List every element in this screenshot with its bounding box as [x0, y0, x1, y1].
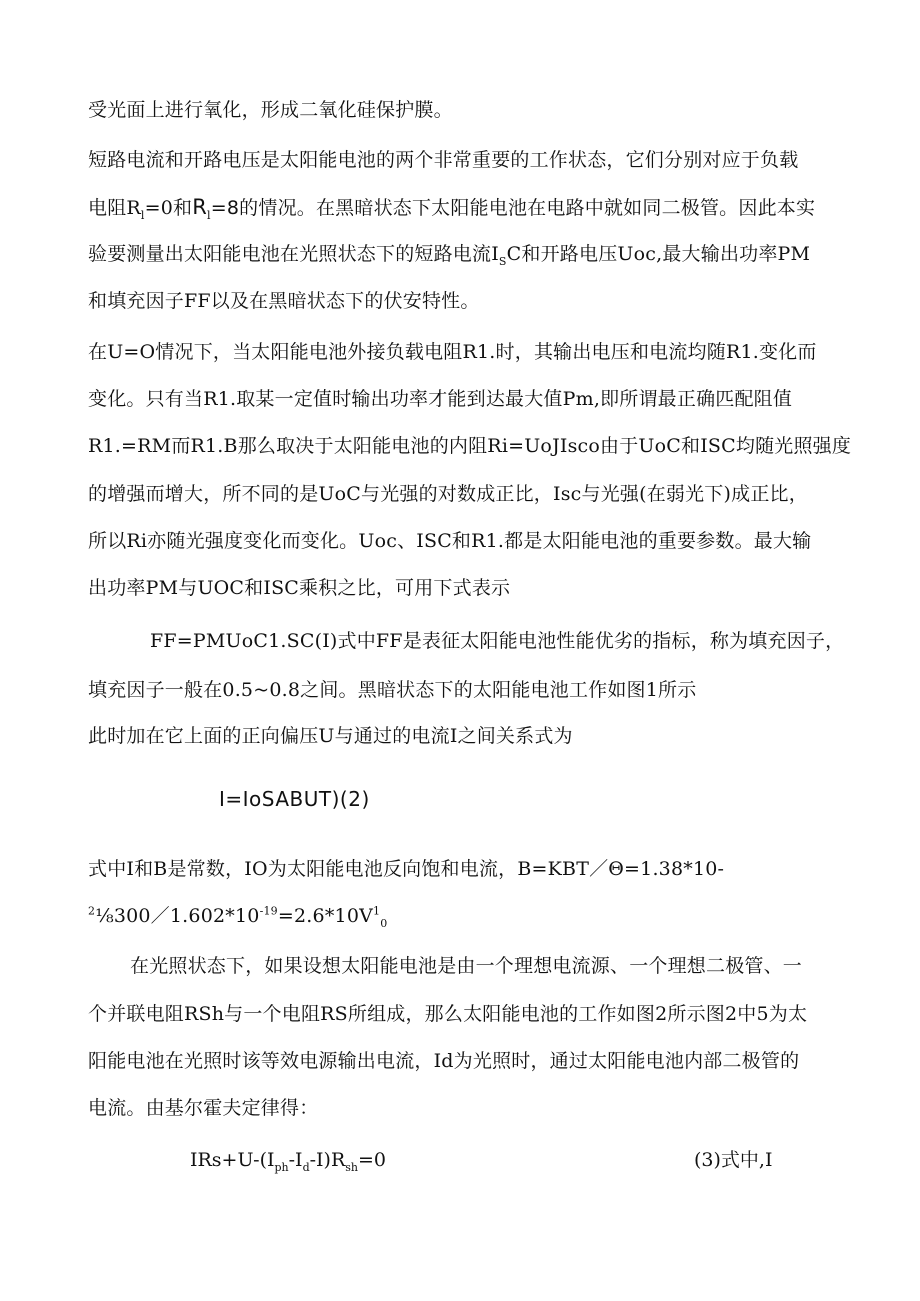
- text-line-3: [88, 193, 815, 222]
- text-span: -I: [288, 1149, 303, 1171]
- text-line-17: 在光照状态下，如果设想太阳能电池是由一个理想电流源、一个理想二极管、一: [130, 955, 803, 977]
- subscript: S: [498, 254, 507, 268]
- text-line-14: 此时加在它上面的正向偏压U与通过的电流I之间关系式为: [88, 725, 573, 747]
- text-line-19: 阳能电池在光照时该等效电源输出电流，Id为光照时，通过太阳能电池内部二极管的: [88, 1050, 800, 1072]
- text-span: C和开路电压Uoc,最大输出功率PM: [506, 243, 811, 265]
- text-span: 电阻R: [88, 197, 141, 219]
- text-span: =2.6*10V: [277, 905, 374, 927]
- text-line-1: 受光面上进行氧化，形成二氧化硅保护膜。: [88, 99, 453, 121]
- text-line-7: 变化。只有当R1.取某一定值时输出功率才能到达最大值Pm,即所谓最正确匹配阻值: [88, 388, 793, 410]
- text-span: =0: [358, 1149, 387, 1171]
- text-line-16: [88, 902, 387, 930]
- text-line-18: 个并联电阻RSh与一个电阻RS所组成，那么太阳能电池的工作如图2所示图2中5为太: [88, 1003, 808, 1025]
- text-span: ⅛300／1.602*10: [95, 905, 260, 927]
- subscript: ph: [274, 1160, 289, 1174]
- text-span: =8: [210, 197, 240, 219]
- subscript: l: [207, 208, 211, 222]
- text-line-4: [88, 240, 810, 268]
- superscript: 1: [373, 904, 381, 918]
- formula-2: I=IoSABUT)(2): [219, 787, 370, 811]
- text-line-9: 的增强而增大，所不同的是UoC与光强的对数成正比，Isc与光强(在弱光下)成正比，: [88, 483, 808, 505]
- text-line-5: 和填充因子FF以及在黑暗状态下的伏安特性。: [88, 290, 480, 312]
- text-line-6: 在U=O情况下，当太阳能电池外接负载电阻R1.时，其输出电压和电流均随R1.变化而: [88, 341, 817, 363]
- text-line-15: 式中I和B是常数，IO为太阳能电池反向饱和电流，B=KBT／Θ=1.38*10-: [88, 858, 725, 880]
- text-line-10: 所以Ri亦随光强度变化而变化。Uoc、ISC和R1.都是太阳能电池的重要参数。最大输: [88, 530, 812, 552]
- text-line-12: FF=PMUoC1.SC(I)式中FF是表征太阳能电池性能优劣的指标，称为填充因子，: [150, 630, 845, 652]
- superscript: -19: [259, 904, 278, 918]
- equation-3: [190, 1146, 386, 1174]
- subscript: d: [302, 1160, 310, 1174]
- text-line-13: 填充因子一般在0.5~0.8之间。黑暗状态下的太阳能电池工作如图1所示: [88, 679, 697, 701]
- text-line-2: 短路电流和开路电压是太阳能电池的两个非常重要的工作状态，它们分别对应于负载: [88, 149, 799, 171]
- equation-3-number: (3)式中,I: [694, 1149, 773, 1171]
- text-span: -I)R: [309, 1149, 346, 1171]
- subscript: sh: [345, 1160, 359, 1174]
- subscript: 0: [380, 916, 388, 930]
- text-line-11: 出功率PM与UOC和ISC乘积之比，可用下式表示: [88, 577, 511, 599]
- text-span: =0和: [144, 197, 193, 219]
- text-span: R: [192, 195, 208, 219]
- text-line-8: R1.=RM而R1.B那么取决于太阳能电池的内阻Ri=UoJIsco由于UoC和ISC均随光照强度: [88, 435, 852, 457]
- superscript: 2: [88, 904, 96, 918]
- text-line-20: 电流。由基尔霍夫定律得：: [88, 1097, 319, 1119]
- subscript: l: [140, 208, 145, 222]
- text-span: IRs+U-(I: [190, 1149, 275, 1171]
- text-span: 的情况。在黑暗状态下太阳能电池在电路中就如同二极管。因此本实: [239, 197, 816, 219]
- text-span: 验要测量出太阳能电池在光照状态下的短路电流I: [88, 243, 499, 265]
